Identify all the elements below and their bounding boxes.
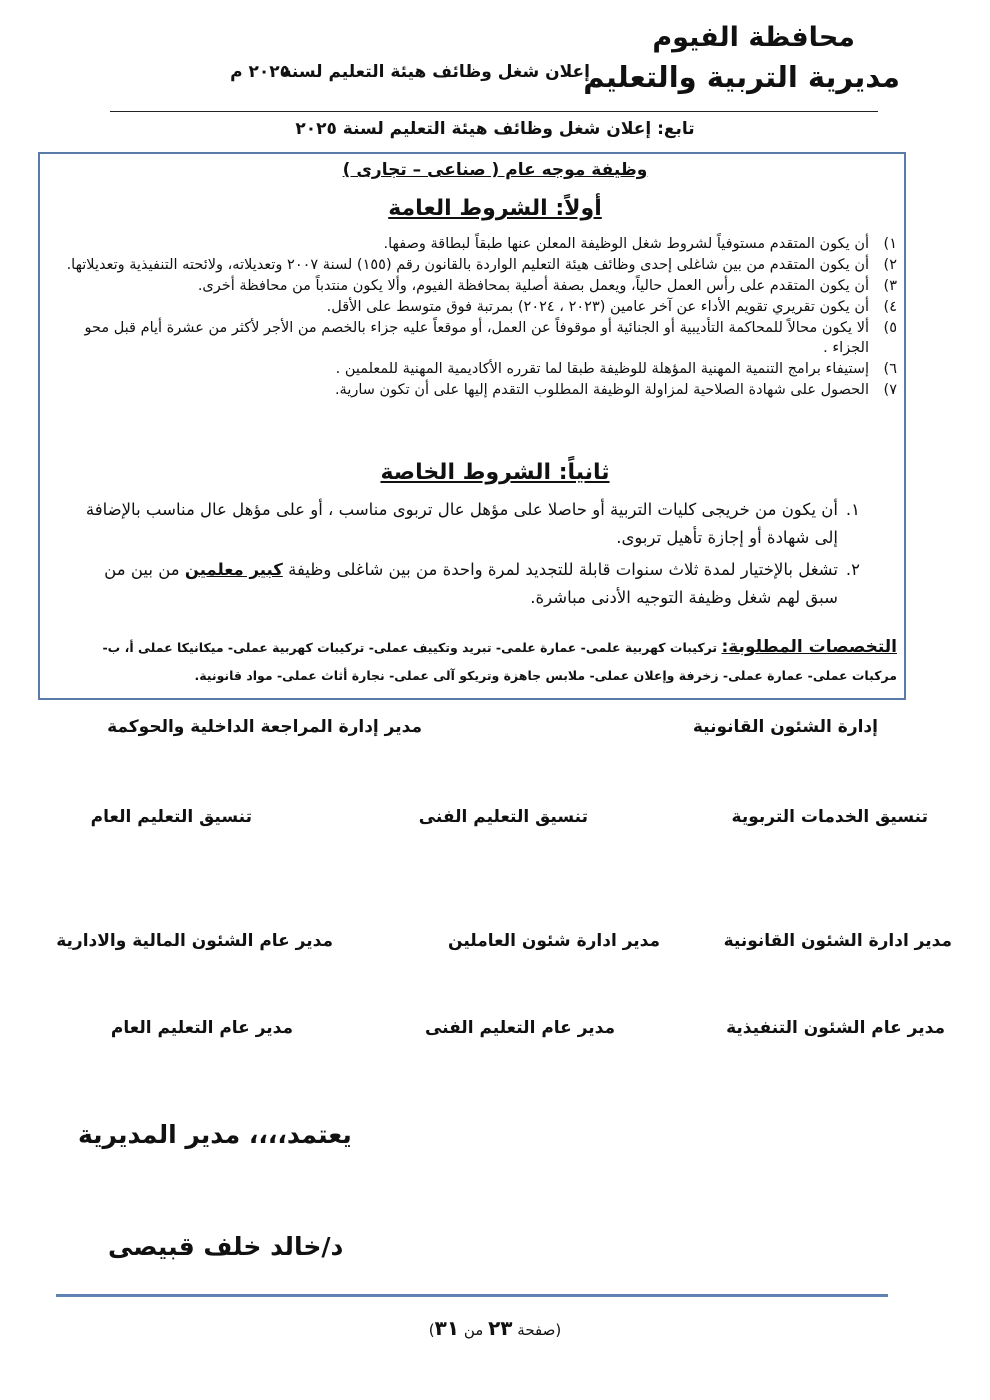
special-conditions-title: ثانياً: الشروط الخاصة (380, 460, 610, 485)
list-item (55, 318, 897, 358)
signature-legal-affairs: إدارة الشئون القانونية (692, 717, 878, 737)
specializations-text: تركيبات كهربية علمى- عمارة علمى- تبريد وتكييف عملى- تركيبات كهربية عملى- ميكانيكا عملى أ، ب- مركبات عملى- عمارة عملى- زخرفة وإعلان عملى- ملابس جاهزة وتريكو آلى عملى- نجارة أثاث عملى- مواد قانونية. (102, 640, 897, 683)
item-text: أن يكون تقريري تقويم الأداء عن آخر عامين (٢٠٢٣ ، ٢٠٢٤) بمرتبة فوق متوسط على الأقل. (326, 299, 869, 315)
announcement-year: ٢٠٢٥ م (230, 62, 290, 82)
item-text: أن يكون المتقدم على رأس العمل حالياً، ويعمل بصفة أصلية بمحافظة الفيوم، وألا يكون منتدباً من محافظة أخرى. (197, 278, 869, 294)
governorate-name: محافظة الفيوم (652, 22, 855, 53)
list-item (55, 297, 897, 317)
general-conditions-title: أولاً: الشروط العامة (388, 196, 602, 221)
signature-legal-director: مدير ادارة الشئون القانونية (723, 931, 952, 951)
page-number (0, 1316, 990, 1340)
item-number: ٦) (883, 361, 897, 377)
item-number: ٧) (883, 382, 897, 398)
specializations (57, 633, 897, 690)
list-item (55, 380, 897, 400)
job-title: وظيفة موجه عام ( صناعى – تجارى ) (342, 160, 648, 180)
item-text: الحصول على شهادة الصلاحية لمزاولة الوظيفة المطلوب التقدم إليها على أن تكون سارية. (334, 382, 869, 398)
special-conditions-list (70, 496, 860, 616)
item-text: ألا يكون محالاً للمحاكمة التأديبية أو الجنائية أو موقوفاً عن العمل، أو موقعاً عليه جزاء بالخصم من الأجر لأكثر من عشرة أيام قبل محو الجزاء . (84, 320, 869, 356)
item-text: أن يكون المتقدم من بين شاغلى إحدى وظائف هيئة التعليم الواردة بالقانون رقم (١٥٥) لسنة ٢٠٠٧ وتعديلاته، ولائحته التنفيذية وتعديلاتها. (66, 257, 869, 273)
list-item (70, 556, 860, 612)
item-number: ٢) (883, 257, 897, 273)
item-text-part: تشغل بالإختيار لمدة ثلاث سنوات قابلة للتجديد لمرة واحدة من بين شاغلى وظيفة (288, 560, 838, 579)
page-current: ٢٣ (488, 1316, 513, 1340)
item-number: ٥) (883, 320, 897, 336)
directorate-name: مديرية التربية والتعليم (583, 60, 900, 94)
item-number: ١) (883, 236, 897, 252)
signature-general-edu: تنسيق التعليم العام (90, 807, 252, 827)
page-total: ٣١ (434, 1316, 460, 1340)
list-item (55, 234, 897, 254)
signature-tech-edu-gm: مدير عام التعليم الفنى (424, 1018, 615, 1038)
item-text: أن يكون المتقدم مستوفياً لشروط شغل الوظيفة المعلن عنها طبقاً لبطاقة وصفها. (383, 236, 869, 252)
item-text (70, 556, 838, 612)
footer-divider (56, 1294, 888, 1297)
item-number: ١. (845, 500, 860, 519)
header-divider (110, 111, 878, 112)
continuation-title: تابع: إعلان شغل وظائف هيئة التعليم لسنة ٢٠٢٥ (295, 119, 695, 139)
signature-general-edu-gm: مدير عام التعليم العام (110, 1018, 293, 1038)
item-number: ٤) (883, 299, 897, 315)
item-text-part: من بين من سبق لهم شغل وظيفة التوجيه الأدنى مباشرة. (104, 560, 838, 607)
signature-finance-admin-gm: مدير عام الشئون المالية والادارية (56, 931, 333, 951)
senior-teacher-emphasis: كبير معلمين (184, 560, 283, 579)
page-suffix: ) (428, 1321, 435, 1339)
list-item (55, 255, 897, 275)
approval-line: يعتمد،،،، مدير المديرية (78, 1120, 352, 1149)
item-text: أن يكون من خريجى كليات التربية أو حاصلا على مؤهل عال تربوى مناسب ، أو على مؤهل عال مناسب بالإضافة إلى شهادة أو إجازة تأهيل تربوى. (85, 500, 838, 547)
item-number: ٢. (845, 560, 860, 579)
general-conditions-list (55, 234, 897, 401)
signature-internal-audit: مدير إدارة المراجعة الداخلية والحوكمة (107, 717, 422, 737)
list-item (55, 276, 897, 296)
signature-edu-services: تنسيق الخدمات التربوية (731, 807, 928, 827)
list-item (70, 496, 860, 552)
item-number: ٣) (883, 278, 897, 294)
page-of: من (463, 1321, 484, 1339)
signature-tech-edu: تنسيق التعليم الفنى (418, 807, 588, 827)
item-text: إستيفاء برامج التنمية المهنية المؤهلة للوظيفة طبقا لما تقرره الأكاديمية المهنية للمعلمين . (335, 361, 869, 377)
list-item (55, 359, 897, 379)
page-prefix: (صفحة (517, 1321, 562, 1339)
specializations-label: التخصصات المطلوبة: (721, 637, 897, 657)
signature-executive-gm: مدير عام الشئون التنفيذية (726, 1018, 945, 1038)
director-name: د/خالد خلف قبيصى (108, 1232, 344, 1261)
announcement-title: إعلان شغل وظائف هيئة التعليم لسنة (281, 62, 590, 82)
signature-personnel-director: مدير ادارة شئون العاملين (448, 931, 660, 951)
